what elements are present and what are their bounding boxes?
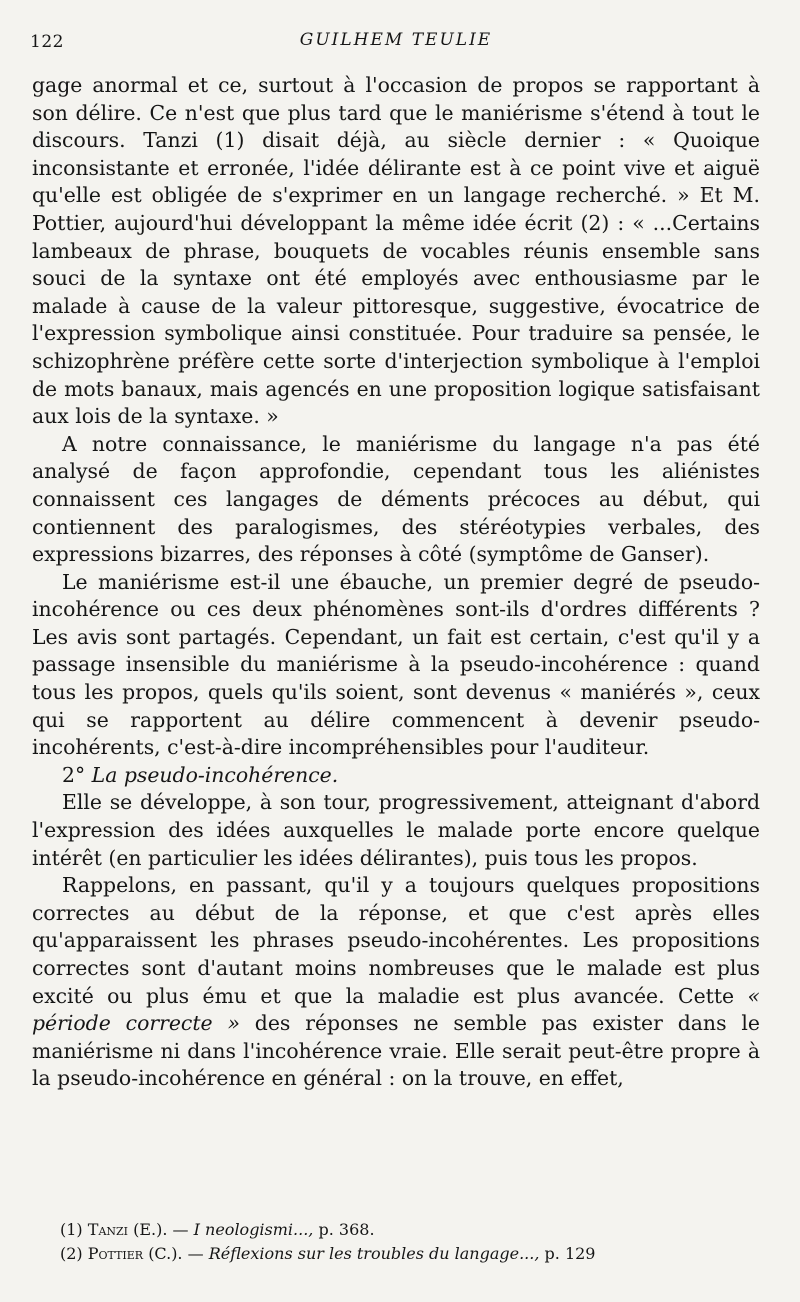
paragraph-5-emphasis: « période correcte » xyxy=(32,983,760,1036)
footnote-title: Réflexions sur les troubles du langage..., xyxy=(208,1244,540,1263)
paragraph-1: gage anormal et ce, surtout à l'occasion de propos se rapportant à son délire. Ce n'est que plus tard que le maniérisme s'étend à tout le discours. Tanzi (1) disait déjà, au siècle dernier : « Quoique inconsistante et erronée, l'idée délirante est à ce point vive et aiguë qu'elle est obligée de s'exprimer en un langage recherché. » Et M. Pottier, aujourd'hui développant la même idée écrit (2) : « ...Certains lambeaux de phrase, bouquets de vocables réunis ensemble sans souci de la syntaxe ont été employés avec enthousiasme par le malade à cause de la valeur pittoresque, suggestive, évocatrice de l'expression symbolique ainsi constituée. Pour traduire sa pensée, le schizophrène préfère cette sorte d'interjection symbolique à l'emploi de mots banaux, mais agencés en une proposition logique satisfaisant aux lois de la syntaxe. » xyxy=(32,73,760,429)
footnote-author: Pottier xyxy=(87,1244,144,1263)
footnote-dash: — xyxy=(187,1244,204,1263)
footnote-initial: (E.). xyxy=(133,1220,168,1239)
page-body xyxy=(32,72,760,1093)
footnote-title: I neologismi..., xyxy=(193,1220,314,1239)
page-header xyxy=(30,30,762,56)
paragraph-5 xyxy=(32,872,760,1093)
paragraph-5-part-b: des réponses ne semble pas exister dans le maniérisme ni dans l'incohérence vraie. Elle serait peut-être propre à la pseudo-incohérence en général : on la trouve, en effet, xyxy=(32,1011,760,1091)
section-heading xyxy=(32,762,760,790)
footnote-dash: — xyxy=(172,1220,189,1239)
footnotes xyxy=(60,1218,760,1266)
footnote-author: Tanzi xyxy=(87,1220,128,1239)
footnote-page: p. 129 xyxy=(544,1244,596,1263)
paragraph-2: A notre connaissance, le maniérisme du langage n'a pas été analysé de façon approfondie, cependant tous les aliénistes connaissent ces langages de déments précoces au début, qui contiennent des paralogismes, des stéréotypies verbales, des expressions bizarres, des réponses à côté (symptôme de Ganser). xyxy=(32,431,760,567)
paragraph-4: Elle se développe, à son tour, progressivement, atteignant d'abord l'expression des idées auxquelles le malade porte encore quelque intérêt (en particulier les idées délirantes), puis tous les propos. xyxy=(32,790,760,870)
paragraph-3: Le maniérisme est-il une ébauche, un premier degré de pseudo-incohérence ou ces deux phénomènes sont-ils d'ordres différents ? Les avis sont partagés. Cependant, un fait est certain, c'est qu'il y a passage insensible du maniérisme à la pseudo-incohérence : quand tous les propos, quels qu'ils soient, sont devenus « maniérés », ceux qui se rapportent au délire commencent à devenir pseudo-incohérents, c'est-à-dire incompréhensibles pour l'auditeur. xyxy=(32,569,760,760)
footnote-page: p. 368. xyxy=(318,1220,375,1239)
section-title: La pseudo-incohérence. xyxy=(91,762,339,787)
footnote-2 xyxy=(60,1242,760,1266)
running-title: GUILHEM TEULIE xyxy=(299,30,493,50)
footnote-1 xyxy=(60,1218,760,1242)
page-number: 122 xyxy=(30,32,64,52)
section-number: 2° xyxy=(62,762,86,787)
footnote-marker: (2) xyxy=(60,1244,83,1263)
footnote-marker: (1) xyxy=(60,1220,83,1239)
paragraph-5-part-a: Rappelons, en passant, qu'il y a toujours quelques propositions correctes au début de la réponse, et que c'est après elles qu'apparaissent les phrases pseudo-incohérentes. Les propositions correctes sont d'autant moins nombreuses que le malade est plus excité ou plus ému et que la maladie est plus avancée. Cette xyxy=(32,873,760,1008)
footnote-initial: (C.). xyxy=(148,1244,183,1263)
